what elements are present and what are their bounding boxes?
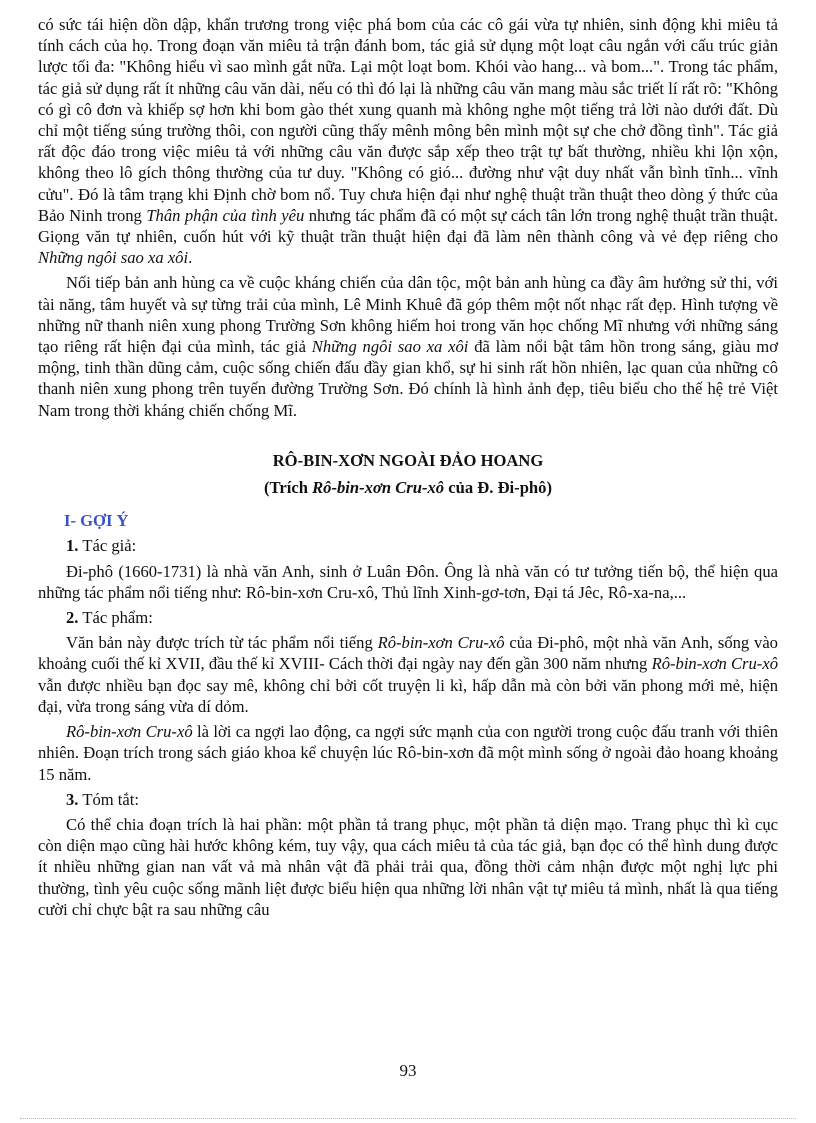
subheading-author: 1. Tác giả:	[66, 536, 137, 556]
paragraph-author: Đi-phô (1660-1731) là nhà văn Anh, sinh ở Luân Đôn. Ông là nhà văn có tư tưởng tiến bộ, thể hiện qua những tác phẩm nổi tiếng như: Rô-bin-xơn Cru-xô, Thủ lĩnh Xinh-gơ-tơn, Đại tá Jêc, Rô-xa-na,...	[38, 561, 778, 602]
subheading-work: 2. Tác phẩm:	[66, 608, 153, 628]
lesson-title: RÔ-BIN-XƠN NGOÀI ĐẢO HOANG	[272, 450, 544, 470]
footer-divider	[20, 1118, 796, 1119]
subheading-summary: 3. Tóm tắt:	[66, 789, 139, 809]
paragraph-conclusion: Nối tiếp bản anh hùng ca về cuộc kháng chiến của dân tộc, một bản anh hùng ca đầy âm hưởng sử thi, với tài năng, tâm huyết và sự từng trải của mình, Lê Minh Khuê đã góp thêm một nốt nhạc rất đẹp. Hình tượng về những nữ thanh niên xung phong Trường Sơn không hiếm hoi trong văn học chống Mĩ nhưng với những sáng tạo riêng rất hiện đại của mình, tác giả Những ngôi sao xa xôi đã làm nổi bật tâm hồn trong sáng, giàu mơ mộng, tinh thần dũng cảm, cuộc sống chiến đấu đầy gian khổ, sự hi sinh rất hồn nhiên, lạc quan của những cô thanh niên xung phong trên tuyến đường Trường Sơn. Đó chính là hình ảnh đẹp, tiêu biểu cho thế hệ trẻ Việt Nam trong thời kháng chiến chống Mĩ.	[38, 273, 778, 420]
paragraph-summary: Có thể chia đoạn trích là hai phần: một phần tả trang phục, một phần tả diện mạo. Trang phục thì kì cục còn diện mạo cũng hài hước không kém, tuy vậy, qua cách miêu tả của tác giả, bạn đọc có thể hình dung được ít nhiều những gian nan vất vả mà nhân vật đã phải trải qua, đồng thời cảm nhận được một nghị lực phi thường, tình yêu cuộc sống mãnh liệt được biểu hiện qua những lời nhân vật tự miêu tả mình, nhất là qua tiếng cười chỉ chực bật ra sau những câu	[38, 814, 778, 919]
paragraph-work-theme: Rô-bin-xơn Cru-xô là lời ca ngợi lao động, ca ngợi sức mạnh của con người trong cuộc đấu tranh với thiên nhiên. Đoạn trích trong sách giáo khoa kể chuyện lúc Rô-bin-xơn đã một mình sống ở ngoài đảo hoang khoảng 15 năm.	[38, 722, 778, 784]
book-title-italic: Thân phận của tình yêu	[146, 205, 305, 225]
lesson-subtitle: (Trích Rô-bin-xơn Cru-xô của Đ. Đi-phô)	[264, 478, 552, 498]
page-number: 93	[399, 1061, 417, 1080]
document-page	[38, 14, 778, 920]
paragraph-work: Văn bản này được trích từ tác phẩm nổi tiếng Rô-bin-xơn Cru-xô của Đi-phô, một nhà văn Anh, sống vào khoảng cuối thế kỉ XVII, đầu thế kỉ XVIII- Cách thời đại ngày nay đến gần 300 năm nhưng Rô-bin-xơn Cru-xô vẫn được nhiều bạn đọc say mê, không chỉ bởi cốt truyện li kì, hấp dẫn mà còn bởi văn phong mới mẻ, hiện đại, vừa trong sáng vừa dí dỏm.	[38, 633, 778, 716]
book-title-italic: Những ngôi sao xa xôi	[311, 337, 469, 357]
paragraph-analysis: có sức tái hiện dồn dập, khẩn trương trong việc phá bom của các cô gái vừa tự nhiên, sinh động khi miêu tả tính cách của họ. Trong đoạn văn miêu tả trận đánh bom, tác giả sử dụng một loạt câu ngắn với cấu trúc giản lược tối đa: "Không hiểu vì sao mình gắt nữa. Lại một loạt bom. Khói vào hang... và bom...". Trong tác phẩm, tác giả sử dụng rất ít những câu văn dài, nếu có thì đó lại là những câu văn mang màu sắc triết lí rất rõ: "Không có gì cô đơn và khiếp sợ hơn khi bom gào thét xung quanh mà không nghe một tiếng trả lời nào dưới đất. Dù chỉ một tiếng súng trường thôi, con người cũng thấy mênh mông bên mình một sự che chở đồng tình". Tác giả rất độc đáo trong việc miêu tả với những câu văn được sắp xếp theo trật tự bất thường, nhiều khi lộn xộn, không theo lô gích thông thường của tư duy. "Không có gió... đường như vật duy nhất vẫn bình tĩnh... vĩnh cửu". Đó là tâm trạng khi Định chờ bom nổ. Tuy chưa hiện đại như nghệ thuật trần thuật theo dòng ý thức của Bảo Ninh trong Thân phận của tình yêu nhưng tác phẩm đã có một sự cách tân lớn trong nghệ thuật trần thuật. Giọng văn tự nhiên, cuốn hút với kỹ thuật trần thuật hiện đại đã làm nên thành công và vẻ đẹp riêng cho Những ngôi sao xa xôi.	[38, 15, 779, 268]
book-title-italic: Những ngôi sao xa xôi	[38, 248, 189, 268]
section-heading: I- GỢI Ý	[64, 511, 129, 531]
